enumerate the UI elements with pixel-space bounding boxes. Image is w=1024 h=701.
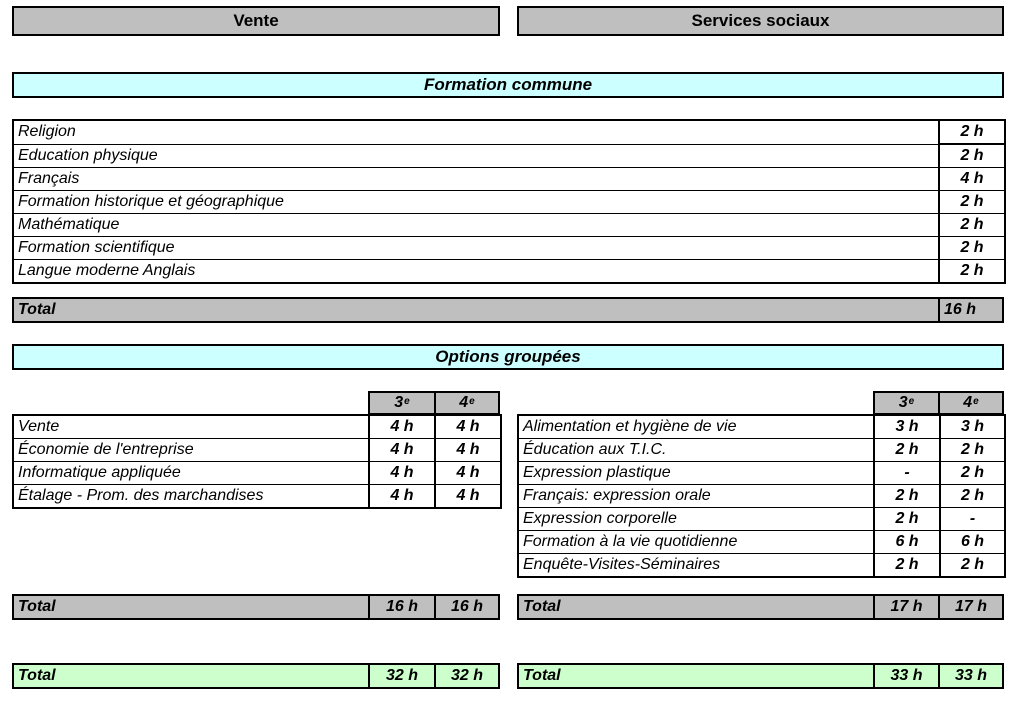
table-row [13,415,501,439]
total-year3: 33 h [890,667,923,684]
vente-year3-header [368,391,436,415]
year-sup: e [469,395,475,407]
table-row [13,260,1005,284]
subject-label: Français [13,168,939,191]
services-year4-header [938,391,1004,415]
total-year4: 33 h [954,667,987,684]
year3-hours: 6 h [874,531,940,554]
year-sup: e [973,395,979,407]
services-sociaux-header-label: Services sociaux [691,11,830,30]
option-label: Étalage - Prom. des marchandises [13,485,369,509]
year3-label: 3 [394,394,404,411]
year-sup: e [908,395,915,407]
services-year3-header [873,391,940,415]
services-sociaux-header [517,6,1004,36]
total-label: Total [18,301,56,318]
year3-label: 3 [898,394,908,411]
formation-commune-table [12,119,1006,284]
year4-hours: 4 h [435,462,501,485]
option-label: Alimentation et hygiène de vie [518,415,874,439]
year4-hours: - [940,508,1005,531]
option-label: Expression corporelle [518,508,874,531]
formation-commune-total-label [12,297,940,323]
table-row [518,485,1005,508]
table-row [13,168,1005,191]
hours-value: 2 h [939,214,1005,237]
total-year4: 16 h [450,598,483,615]
table-row [518,508,1005,531]
hours-value: 2 h [939,237,1005,260]
subject-label: Religion [13,120,939,144]
table-row [13,462,501,485]
year3-hours: - [874,462,940,485]
subject-label: Formation scientifique [13,237,939,260]
vente-options-table [12,414,502,509]
vente-header-label: Vente [233,11,279,30]
table-row [13,485,501,509]
table-row [518,439,1005,462]
year3-hours: 4 h [369,485,435,509]
formation-commune-title: Formation commune [423,75,593,94]
table-row [13,214,1005,237]
option-label: Expression plastique [518,462,874,485]
vente-year4-header [434,391,500,415]
year4-label: 4 [963,394,973,411]
formation-commune-total-hours [938,297,1004,323]
year3-hours: 4 h [369,415,435,439]
subject-label: Mathématique [13,214,939,237]
services-options-table [517,414,1006,578]
year3-hours: 3 h [874,415,940,439]
table-row [518,415,1005,439]
hours-value: 2 h [939,120,1005,144]
total-year4: 32 h [450,667,483,684]
services-grand-total-year3 [873,663,940,689]
table-row [518,462,1005,485]
hours-value: 2 h [939,260,1005,284]
year3-hours: 4 h [369,462,435,485]
year4-hours: 2 h [940,462,1005,485]
year4-hours: 6 h [940,531,1005,554]
total-year3: 16 h [385,598,418,615]
table-row [518,531,1005,554]
table-row [13,237,1005,260]
total-label: Total [523,667,561,684]
total-label: Total [523,598,561,615]
hours-value: 2 h [939,144,1005,168]
vente-grand-total-label [12,663,370,689]
services-options-total-year4 [938,594,1004,620]
vente-options-total-year3 [368,594,436,620]
subject-label: Education physique [13,144,939,168]
total-hours: 16 h [944,301,977,318]
vente-grand-total-year3 [368,663,436,689]
hours-value: 2 h [939,191,1005,214]
option-label: Enquête-Visites-Séminaires [518,554,874,578]
total-label: Total [18,598,56,615]
total-year3: 17 h [890,598,923,615]
hours-value: 4 h [939,168,1005,191]
services-grand-total-year4 [938,663,1004,689]
year4-label: 4 [459,394,469,411]
year3-hours: 2 h [874,439,940,462]
year3-hours: 2 h [874,508,940,531]
year3-hours: 2 h [874,485,940,508]
subject-label: Formation historique et géographique [13,191,939,214]
option-label: Français: expression orale [518,485,874,508]
services-grand-total-label [517,663,875,689]
year4-hours: 2 h [940,485,1005,508]
vente-options-total-label [12,594,370,620]
total-year3: 32 h [385,667,418,684]
total-label: Total [18,667,56,684]
table-row [13,120,1005,144]
year3-hours: 2 h [874,554,940,578]
year3-hours: 4 h [369,439,435,462]
subject-label: Langue moderne Anglais [13,260,939,284]
year4-hours: 4 h [435,439,501,462]
year4-hours: 4 h [435,485,501,509]
services-options-total-label [517,594,875,620]
total-year4: 17 h [954,598,987,615]
option-label: Formation à la vie quotidienne [518,531,874,554]
vente-options-total-year4 [434,594,500,620]
table-row [518,554,1005,578]
table-row [13,144,1005,168]
year-sup: e [404,395,410,407]
year4-hours: 3 h [940,415,1005,439]
options-groupees-title: Options groupées [435,347,581,366]
option-label: Économie de l'entreprise [13,439,369,462]
vente-header [12,6,500,36]
services-options-total-year3 [873,594,940,620]
option-label: Vente [13,415,369,439]
option-label: Informatique appliquée [13,462,369,485]
year4-hours: 4 h [435,415,501,439]
options-groupees-header [12,344,1004,370]
year4-hours: 2 h [940,439,1005,462]
option-label: Éducation aux T.I.C. [518,439,874,462]
table-row [13,439,501,462]
table-row [13,191,1005,214]
formation-commune-header [12,72,1004,98]
vente-grand-total-year4 [434,663,500,689]
year4-hours: 2 h [940,554,1005,578]
